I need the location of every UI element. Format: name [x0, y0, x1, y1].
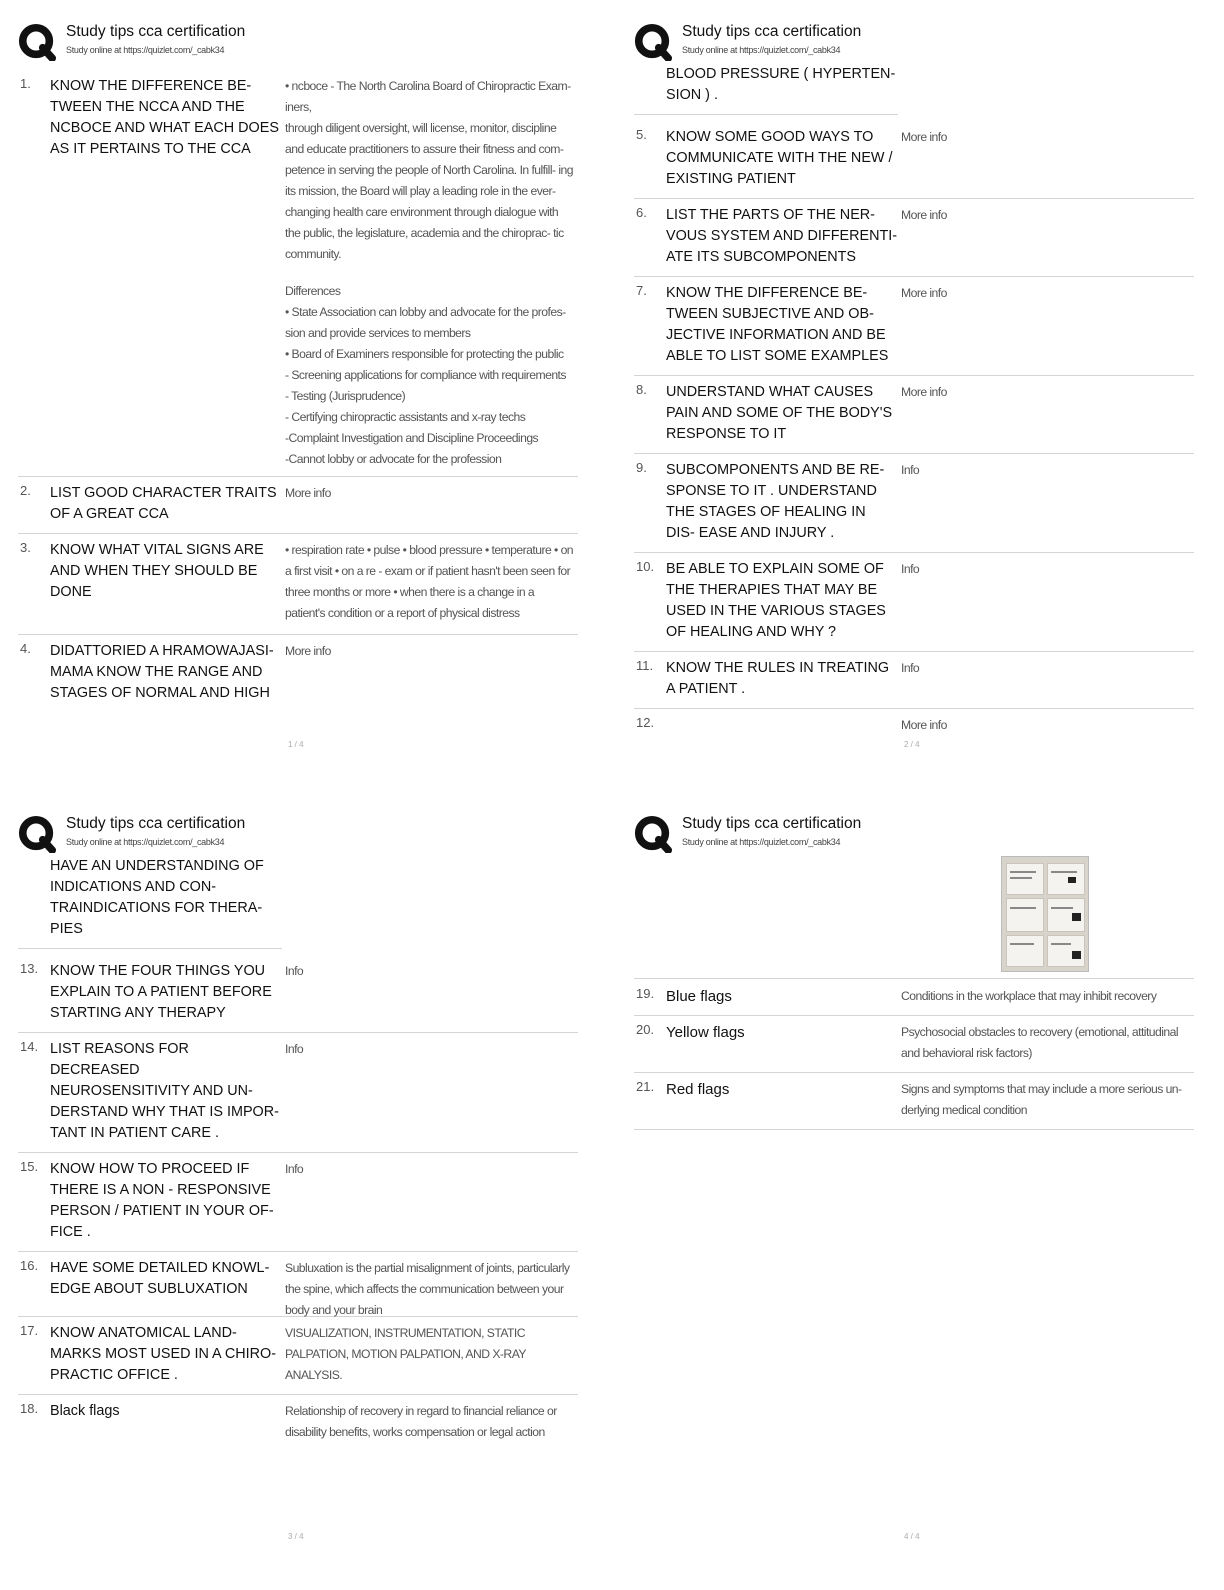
definition-line: - Certifying chiropractic assistants and x-ray techs: [285, 410, 526, 424]
flashcard-row: [634, 553, 1194, 652]
definition-line: - Screening applications for compliance with requirements: [285, 368, 566, 382]
page-number: 1 / 4: [288, 740, 304, 749]
row-number: 21.: [636, 1079, 655, 1094]
page-subtitle: Study online at https://quizlet.com/_cabk34: [682, 837, 841, 847]
page-title: Study tips cca certification: [66, 815, 246, 832]
flashcard-row: [634, 454, 1194, 553]
info-link[interactable]: Info: [285, 1162, 304, 1176]
row-term: LIST THE PARTS OF THE NER- VOUS SYSTEM AND DIFFERENTI- ATE ITS SUBCOMPONENTS: [666, 207, 898, 265]
row-number: 19.: [636, 986, 655, 1001]
row-definition: Conditions in the workplace that may inhibit recovery: [901, 989, 1157, 1003]
row-term: Yellow flags: [666, 1024, 745, 1041]
row-number: 17.: [20, 1323, 39, 1338]
row-number: 6.: [636, 205, 647, 220]
row-term: HAVE SOME DETAILED KNOWL- EDGE ABOUT SUBLUXATION: [50, 1260, 270, 1297]
flashcard-list: [634, 980, 1194, 1130]
flashcard-row: [18, 1153, 578, 1252]
definition-line: • State Association can lobby and advocate for the profes- sion and provide services to members: [285, 305, 566, 340]
row-term: KNOW THE DIFFERENCE BE- TWEEN THE NCCA AND THE NCBOCE AND WHAT EACH DOES AS IT PERTAINS TO THE CCA: [50, 78, 279, 157]
row-term: KNOW THE DIFFERENCE BE- TWEEN SUBJECTIVE AND OB- JECTIVE INFORMATION AND BE ABLE TO LIST SOME EXAMPLES: [666, 285, 889, 364]
definition-line: • Board of Examiners responsible for protecting the public: [285, 347, 564, 361]
more-info-link[interactable]: More info: [901, 130, 947, 144]
page-header: [18, 810, 578, 854]
row-number: 10.: [636, 559, 655, 574]
info-link[interactable]: Info: [285, 964, 304, 978]
page-number: 3 / 4: [288, 1532, 304, 1541]
image-row: [634, 854, 1194, 979]
row-number: 18.: [20, 1401, 39, 1416]
row-number: 3.: [20, 540, 31, 555]
more-info-link[interactable]: More info: [285, 644, 331, 658]
page-subtitle: Study online at https://quizlet.com/_cabk34: [682, 45, 841, 55]
flashcard-row: [18, 477, 578, 534]
row-number: 7.: [636, 283, 647, 298]
flashcard-row: [18, 534, 578, 635]
row-term: KNOW THE RULES IN TREATING A PATIENT .: [666, 660, 890, 697]
flashcard-row: [634, 652, 1194, 709]
row-term: LIST GOOD CHARACTER TRAITS OF A GREAT CCA: [50, 485, 277, 522]
continued-term: HAVE AN UNDERSTANDING OF INDICATIONS AND CON- TRAINDICATIONS FOR THERA- PIES: [18, 854, 282, 949]
quizlet-logo-icon: [634, 23, 672, 61]
row-number: 4.: [20, 641, 31, 656]
row-definition: Signs and symptoms that may include a more serious un- derlying medical condition: [901, 1082, 1182, 1117]
row-number: 8.: [636, 382, 647, 397]
row-definition: Psychosocial obstacles to recovery (emotional, attitudinal and behavioral risk factors): [901, 1025, 1179, 1060]
row-term: KNOW SOME GOOD WAYS TO COMMUNICATE WITH THE NEW / EXISTING PATIENT: [666, 129, 893, 187]
quizlet-logo-icon: [634, 815, 672, 853]
flashcard-row: [634, 1016, 1194, 1073]
row-number: 14.: [20, 1039, 39, 1054]
flashcard-row: [634, 709, 1194, 743]
flashcard-row: [634, 1073, 1194, 1130]
definition-line: -Complaint Investigation and Discipline Proceedings: [285, 431, 539, 445]
row-number: 15.: [20, 1159, 39, 1174]
more-info-link[interactable]: More info: [901, 718, 947, 732]
page-4: [634, 810, 1214, 1590]
page-number: 4 / 4: [904, 1532, 920, 1541]
info-link[interactable]: Info: [901, 661, 920, 675]
row-term: UNDERSTAND WHAT CAUSES PAIN AND SOME OF THE BODY'S RESPONSE TO IT: [666, 384, 893, 442]
flashcard-row: [634, 277, 1194, 376]
row-definition: Subluxation is the partial misalignment of joints, particularly the spine, which affects the communication between your body and your brain: [285, 1261, 570, 1317]
row-definition: Relationship of recovery in regard to financial reliance or disability benefits, works compensation or legal action: [285, 1404, 557, 1439]
page-2: [634, 18, 1214, 798]
row-term: LIST REASONS FOR DECREASED NEUROSENSITIVITY AND UN- DERSTAND WHY THAT IS IMPOR- TANT IN PATIENT CARE .: [50, 1041, 279, 1141]
row-number: 5.: [636, 127, 647, 142]
row-number: 11.: [636, 658, 654, 673]
row-term: KNOW HOW TO PROCEED IF THERE IS A NON - RESPONSIVE PERSON / PATIENT IN YOUR OF- FICE .: [50, 1161, 274, 1240]
info-link[interactable]: Info: [285, 1042, 304, 1056]
definition-line: • ncboce - The North Carolina Board of Chiropractic Exam- iners,: [285, 79, 571, 114]
flashcard-row: [18, 70, 578, 477]
flashcard-row: [18, 1033, 578, 1153]
flashcard-row: [18, 1395, 578, 1439]
page-header: [634, 810, 1194, 854]
row-term: KNOW WHAT VITAL SIGNS ARE AND WHEN THEY SHOULD BE DONE: [50, 542, 264, 600]
flashcard-row: [634, 980, 1194, 1016]
page-header: [634, 18, 1194, 62]
row-number: 16.: [20, 1258, 39, 1273]
quizlet-logo-icon: [18, 23, 56, 61]
row-term: Red flags: [666, 1081, 730, 1098]
more-info-link[interactable]: More info: [901, 208, 947, 222]
flashcard-row: [18, 635, 578, 712]
more-info-link[interactable]: More info: [901, 286, 947, 300]
flashcard-row: [18, 955, 578, 1033]
row-term: KNOW THE FOUR THINGS YOU EXPLAIN TO A PATIENT BEFORE STARTING ANY THERAPY: [50, 963, 272, 1021]
row-number: 9.: [636, 460, 647, 475]
row-number: 2.: [20, 483, 31, 498]
row-definition: • respiration rate • pulse • blood pressure • temperature • on a first visit • on a re - exam or if patient hasn't been seen for three months or more • when there is a change in a patient's condition or a report of physical distress: [285, 543, 574, 620]
page-subtitle: Study online at https://quizlet.com/_cabk34: [66, 837, 225, 847]
flashcard-list: [634, 62, 1194, 743]
page-title: Study tips cca certification: [66, 23, 246, 40]
definition-line: through diligent oversight, will license, monitor, discipline and educate practitioners to assure their fitness and com- petence in serving the people of North Carolina. In fulfill- ing its mission, the Board will play a leading role in the ever-changing health care environment through dialogue with the public, the legislature, academia and the chiroprac- tic community.: [285, 121, 573, 261]
definition-line: - Testing (Jurisprudence): [285, 389, 406, 403]
page-header: [18, 18, 578, 62]
row-term: Black flags: [50, 1403, 120, 1419]
flashcard-list: [18, 854, 578, 1439]
info-link[interactable]: Info: [901, 562, 920, 576]
more-info-link[interactable]: More info: [901, 385, 947, 399]
page-3: [18, 810, 598, 1590]
row-term: DIDATTORIED A HRAMOWAJASI- MAMA KNOW THE RANGE AND STAGES OF NORMAL AND HIGH: [50, 643, 274, 701]
row-term: SUBCOMPONENTS AND BE RE- SPONSE TO IT . UNDERSTAND THE STAGES OF HEALING IN DIS- EASE AND INJURY .: [666, 462, 885, 541]
page-subtitle: Study online at https://quizlet.com/_cabk34: [66, 45, 225, 55]
page-1: [18, 18, 598, 798]
page-number: 2 / 4: [904, 740, 920, 749]
definition-line: -Cannot lobby or advocate for the profession: [285, 452, 502, 466]
flashcard-photo-thumbnail[interactable]: [1001, 856, 1089, 972]
row-number: 12.: [636, 715, 655, 730]
info-link[interactable]: Info: [901, 463, 920, 477]
quizlet-logo-icon: [18, 815, 56, 853]
page-title: Study tips cca certification: [682, 815, 862, 832]
row-number: 20.: [636, 1022, 655, 1037]
definition-line: Differences: [285, 284, 341, 298]
row-term: KNOW ANATOMICAL LAND- MARKS MOST USED IN A CHIRO- PRACTIC OFFICE .: [50, 1325, 277, 1383]
flashcard-row: [634, 199, 1194, 277]
flashcard-row: [634, 376, 1194, 454]
more-info-link[interactable]: More info: [285, 486, 331, 500]
row-term: BE ABLE TO EXPLAIN SOME OF THE THERAPIES THAT MAY BE USED IN THE VARIOUS STAGES OF HEALING AND WHY ?: [666, 561, 886, 640]
row-definition: VISUALIZATION, INSTRUMENTATION, STATIC PALPATION, MOTION PALPATION, AND X-RAY ANALYSIS.: [285, 1326, 526, 1382]
flashcard-row: [18, 1317, 578, 1395]
page-title: Study tips cca certification: [682, 23, 862, 40]
row-definition: [285, 76, 575, 470]
continued-term: BLOOD PRESSURE ( HYPERTEN- SION ) .: [634, 62, 898, 115]
flashcard-row: [18, 1252, 578, 1317]
row-number: 13.: [20, 961, 39, 976]
flashcard-row: [634, 121, 1194, 199]
row-term: Blue flags: [666, 988, 732, 1005]
flashcard-list: [18, 70, 578, 712]
row-number: 1.: [20, 76, 31, 91]
